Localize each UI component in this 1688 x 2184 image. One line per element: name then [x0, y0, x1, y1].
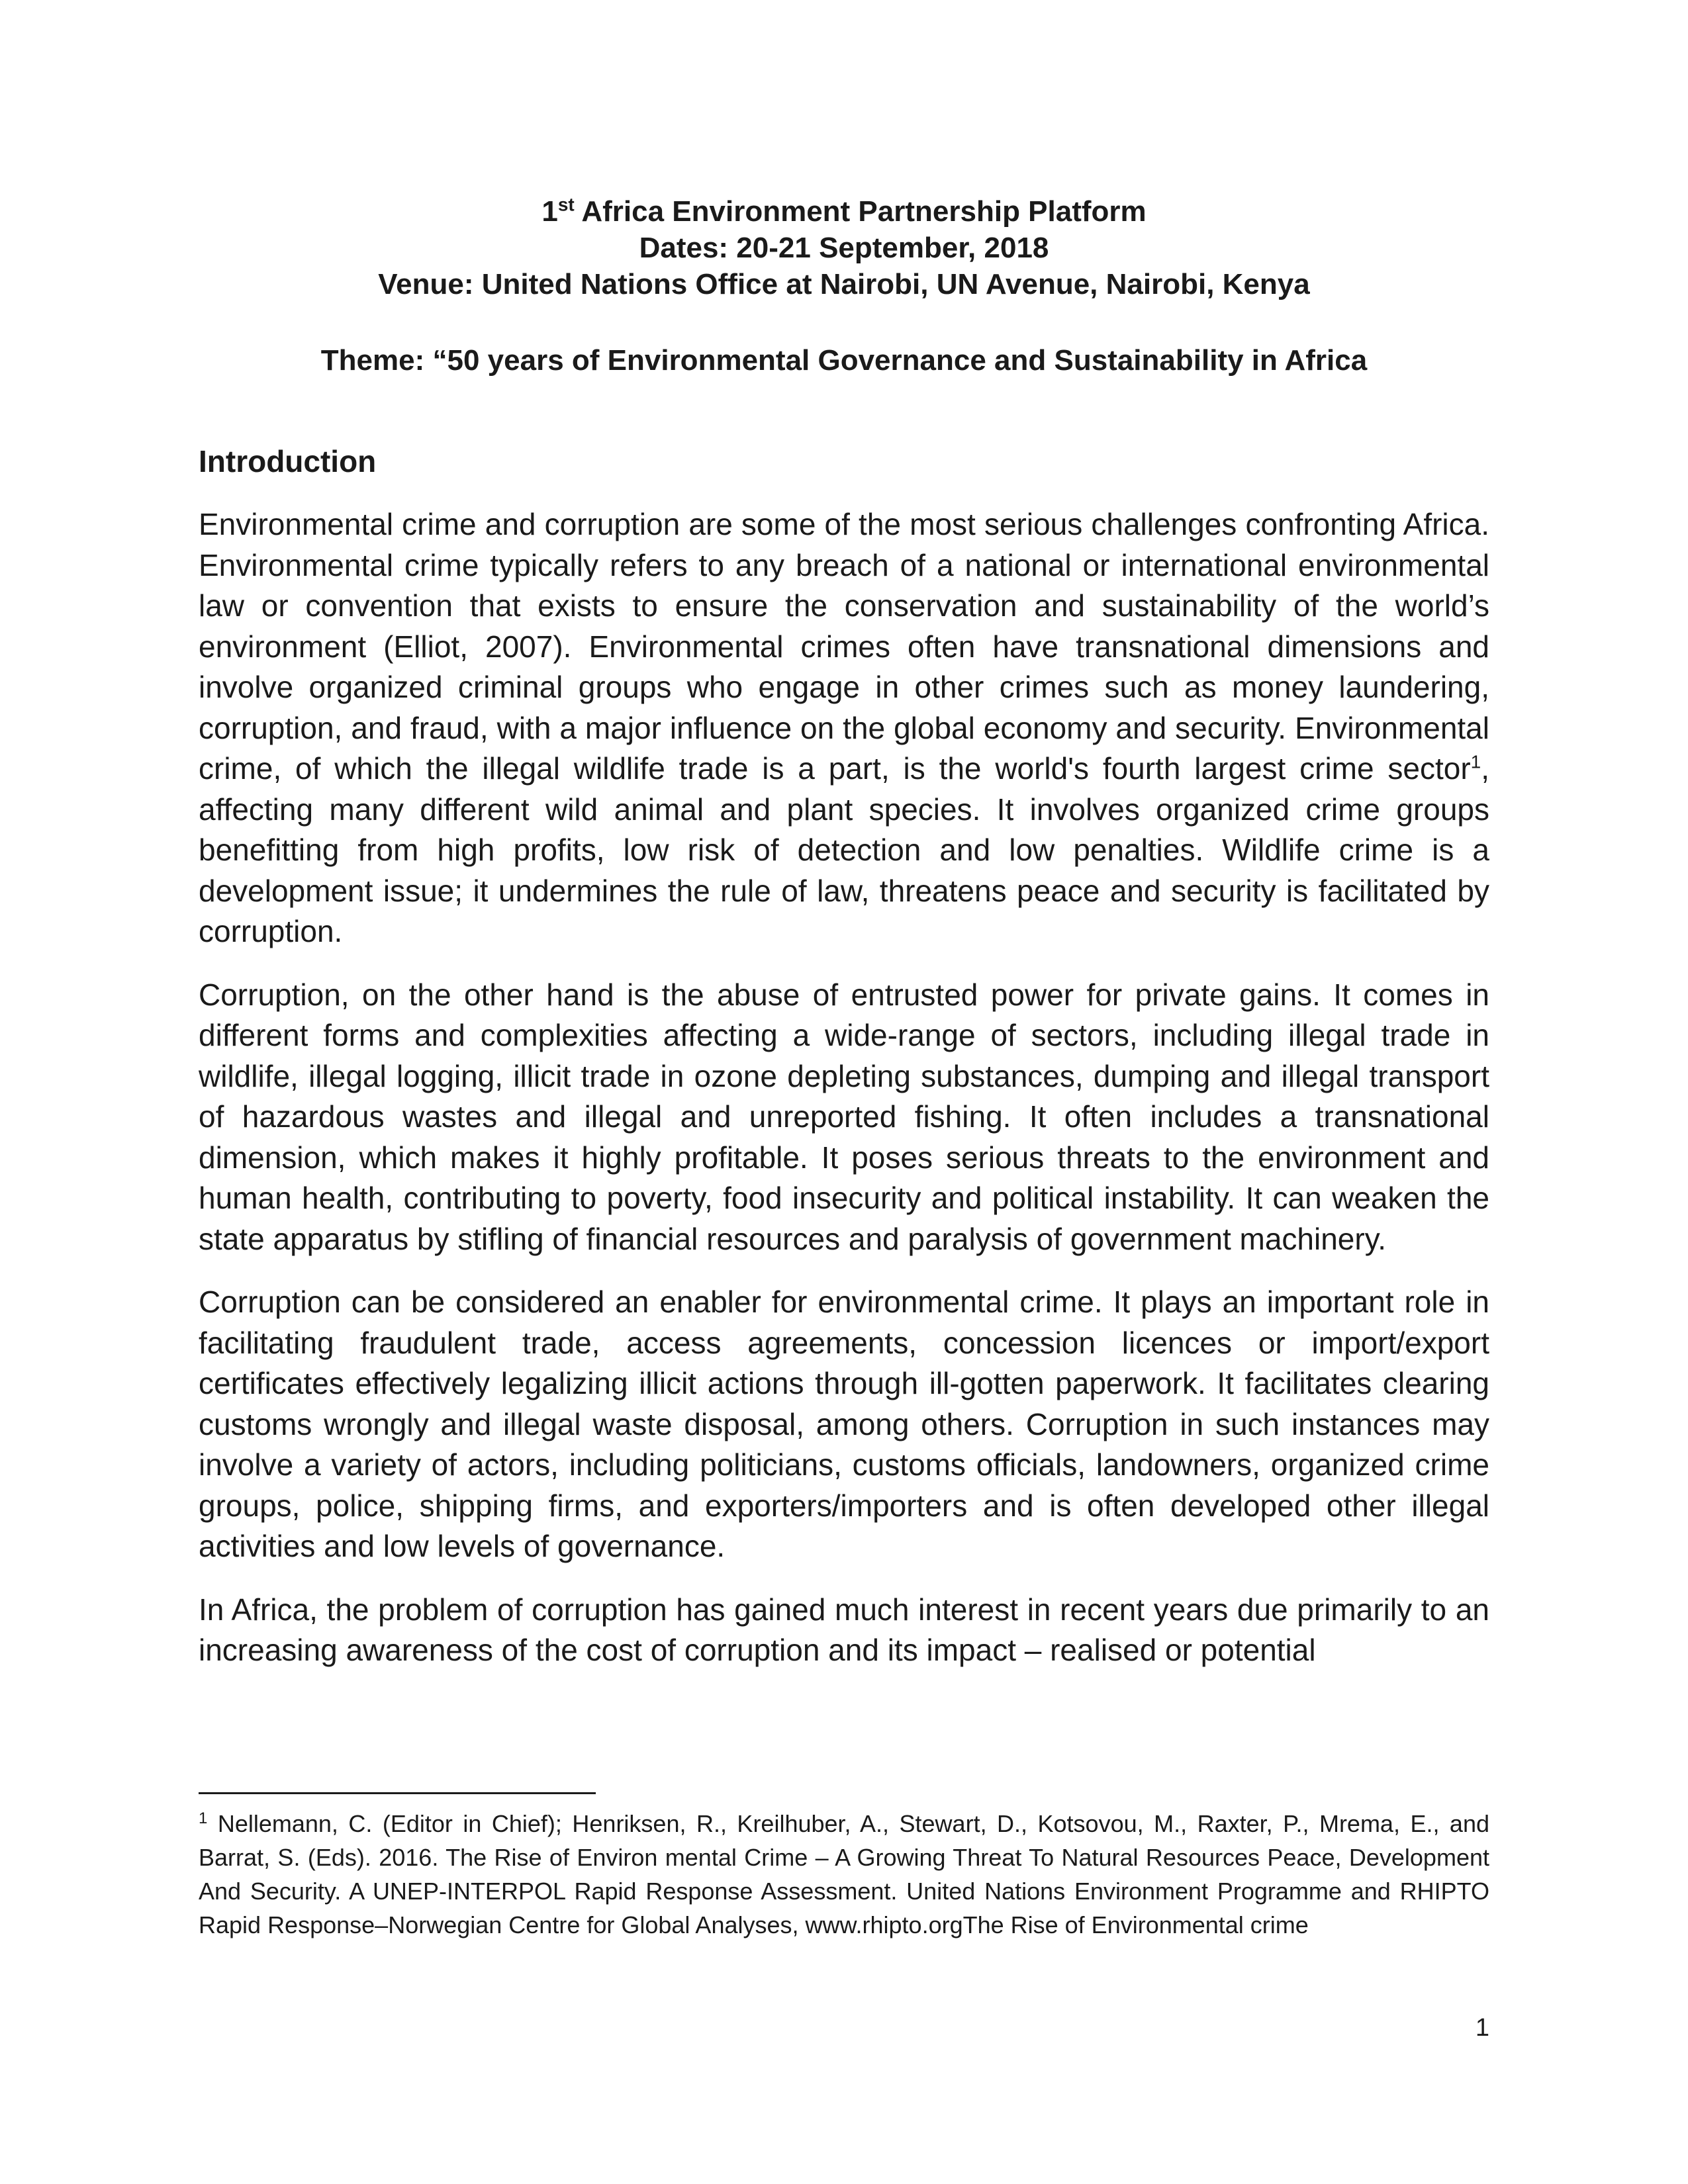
footnote-text: Nellemann, C. (Editor in Chief); Henriksen, R., Kreilhuber, A., Stewart, D., Kotsovou, M., Raxter, P., Mrema, E., and Barrat, S. (Eds). 2016. The Rise of Environ mental Crime – A Growing Threat To Natural Resources Peace, Development And Security. A UNEP-INTERPOL Rapid Response Assessment. United Nations Environment Programme and RHIPTO Rapid Response–Norwegian Centre for Global Analyses, www.rhipto.orgThe Rise of Environmental crime: [199, 1810, 1489, 1938]
footnote-number: 1: [199, 1809, 208, 1827]
title-text: Africa Environment Partnership Platform: [574, 195, 1147, 228]
event-theme: Theme: “50 years of Environmental Governance and Sustainability in Africa: [320, 344, 1368, 377]
paragraph-2: Corruption, on the other hand is the abuse of entrusted power for private gains. It comes in different forms and complexities affecting a wide-range of sectors, including illegal trade in wildlife, illegal logging, illicit trade in ozone depleting substances, dumping and illegal transport of hazardous wastes and illegal and unreported fishing. It often includes a transnational dimension, which makes it highly profitable. It poses serious threats to the environment and human health, contributing to poverty, food insecurity and political instability. It can weaken the state apparatus by stifling of financial resources and paralysis of government machinery.: [199, 977, 1489, 1256]
footnote-separator: [199, 1792, 596, 1794]
document-header: [199, 193, 1489, 302]
paragraph-1-continued: , affecting many different wild animal and plant species. It involves organized crime groups benefitting from high profits, low risk of detection and low penalties. Wildlife crime is a development issue; it undermines the rule of law, threatens peace and security is facilitated by corruption.: [199, 751, 1489, 948]
title-ordinal: 1: [541, 195, 558, 228]
event-venue: Venue: United Nations Office at Nairobi, UN Avenue, Nairobi, Kenya: [378, 268, 1310, 300]
introduction-heading: Introduction: [199, 444, 377, 478]
page-number: 1: [1475, 2014, 1489, 2042]
footnote-reference: 1: [1470, 751, 1481, 772]
paragraph-1: [199, 504, 1489, 952]
document-title: [199, 193, 1489, 230]
footnote: [199, 1807, 1489, 1942]
paragraph-4: In Africa, the problem of corruption has gained much interest in recent years due primarily to an increasing awareness of the cost of corruption and its impact – realised or potential: [199, 1592, 1489, 1667]
title-ordinal-suffix: st: [557, 194, 575, 215]
event-dates: Dates: 20-21 September, 2018: [639, 232, 1049, 264]
paragraph-3: Corruption can be considered an enabler for environmental crime. It plays an important role in facilitating fraudulent trade, access agreements, concession licences or import/export certificates effectively legalizing illicit actions through ill-gotten paperwork. It facilitates clearing customs wrongly and illegal waste disposal, among others. Corruption in such instances may involve a variety of actors, including politicians, customs officials, landowners, organized crime groups, police, shipping firms, and exporters/importers and is often developed other illegal activities and low levels of governance.: [199, 1285, 1489, 1563]
introduction-body: [199, 504, 1489, 1694]
paragraph-1-text: Environmental crime and corruption are some of the most serious challenges confronting Africa. Environmental crime typically refers to any breach of a national or international environmental law or convention that exists to ensure the conservation and sustainability of the world’s environment (Elliot, 2007). Environmental crimes often have transnational dimensions and involve organized criminal groups who engage in other crimes such as money laundering, corruption, and fraud, with a major influence on the global economy and security. Environmental crime, of which the illegal wildlife trade is a part, is the world's fourth largest crime sector: [199, 507, 1489, 786]
